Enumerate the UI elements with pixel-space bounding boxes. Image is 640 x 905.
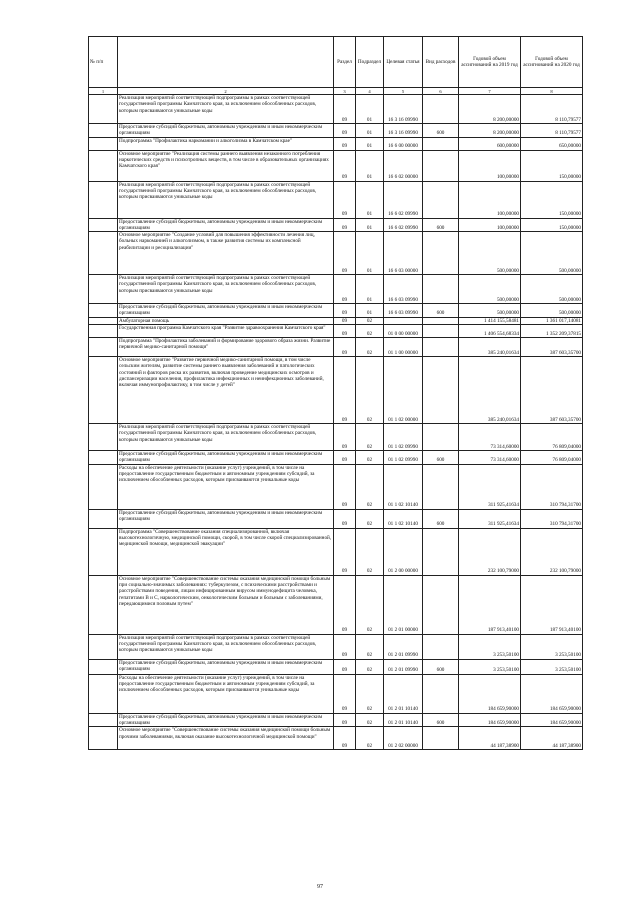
row-podrazdel: 01 <box>356 137 384 150</box>
row-razdel: 09 <box>334 357 356 424</box>
row-podrazdel: 02 <box>356 727 384 750</box>
row-vr <box>423 357 459 424</box>
row-number <box>89 451 118 465</box>
row-amount-2020: 500,00000 <box>521 304 583 318</box>
col-number: 8 <box>521 88 583 95</box>
row-razdel: 09 <box>334 451 356 465</box>
row-csr: 01 1 00 00000 <box>384 338 423 357</box>
row-vr: 600 <box>423 659 459 674</box>
table-row <box>89 317 583 324</box>
col-number: 3 <box>334 88 356 95</box>
row-number <box>89 150 118 181</box>
row-podrazdel: 02 <box>356 424 384 451</box>
table-row <box>89 713 583 727</box>
row-razdel: 09 <box>334 218 356 232</box>
row-number <box>89 137 118 150</box>
col-number: 4 <box>356 88 384 95</box>
row-vr: 600 <box>423 713 459 727</box>
row-name: Предоставление субсидий бюджетным, автономным учреждениям и иным некоммерческим организациям <box>118 659 334 674</box>
row-vr <box>423 634 459 659</box>
row-vr <box>423 575 459 634</box>
row-csr: 01 2 01 10140 <box>384 674 423 713</box>
row-vr: 600 <box>423 218 459 232</box>
row-amount-2020: 310 794,31700 <box>521 509 583 528</box>
row-amount-2019: 500,00000 <box>459 232 521 275</box>
header-csr: Целевая статья <box>384 37 423 88</box>
row-number <box>89 727 118 750</box>
row-razdel: 09 <box>334 424 356 451</box>
row-name: Предоставление субсидий бюджетным, автономным учреждениям и иным некоммерческим организациям <box>118 124 334 138</box>
row-amount-2019: 500,00000 <box>459 304 521 318</box>
row-amount-2019: 184 659,90000 <box>459 674 521 713</box>
row-csr: 01 1 02 09990 <box>384 451 423 465</box>
row-amount-2019: 100,00000 <box>459 218 521 232</box>
table-row <box>89 509 583 528</box>
row-name: Основное мероприятие "Совершенствование системы оказания медицинской помощи больным прочими заболеваниями, включая оказание высокотехнологичной медицинской помощи" <box>118 727 334 750</box>
row-amount-2020: 76 809,04000 <box>521 424 583 451</box>
row-csr: 01 1 02 09990 <box>384 424 423 451</box>
row-vr <box>423 137 459 150</box>
row-podrazdel: 01 <box>356 150 384 181</box>
row-amount-2020: 187 913,40100 <box>521 575 583 634</box>
row-vr: 600 <box>423 451 459 465</box>
row-csr: 01 2 01 09990 <box>384 659 423 674</box>
row-name: Реализация мероприятий соответствующей подпрограммы в рамках соответствующей государственной программы Камчатского края, за исключением обособленных расходов, которым присваиваются уникальные коды <box>118 95 334 124</box>
row-podrazdel: 01 <box>356 275 384 304</box>
row-csr: 01 2 02 00000 <box>384 727 423 750</box>
header-name: Наименование <box>118 37 334 88</box>
row-name: Амбулаторная помощь <box>118 317 334 324</box>
header-number: № п/п <box>89 37 118 88</box>
row-amount-2019: 73 314,60000 <box>459 451 521 465</box>
table-row <box>89 727 583 750</box>
row-amount-2019: 3 253,50100 <box>459 634 521 659</box>
header-2019: Годовой объем ассигнований на 2019 год <box>459 37 521 88</box>
row-number <box>89 181 118 218</box>
row-razdel: 09 <box>334 575 356 634</box>
row-amount-2019: 73 314,60000 <box>459 424 521 451</box>
row-amount-2019: 1 414 155,58481 <box>459 317 521 324</box>
row-number <box>89 713 118 727</box>
row-amount-2019: 100,00000 <box>459 181 521 218</box>
row-amount-2020: 232 100,79000 <box>521 528 583 575</box>
row-razdel: 09 <box>334 528 356 575</box>
row-podrazdel: 02 <box>356 464 384 509</box>
row-csr: 01 2 01 00000 <box>384 575 423 634</box>
row-csr: 01 1 02 10140 <box>384 464 423 509</box>
row-vr <box>423 674 459 713</box>
row-razdel: 09 <box>334 325 356 338</box>
row-razdel: 09 <box>334 659 356 674</box>
row-number <box>89 509 118 528</box>
row-vr <box>423 95 459 124</box>
budget-table-container <box>88 36 582 750</box>
row-razdel: 09 <box>334 317 356 324</box>
row-name: Предоставление субсидий бюджетным, автономным учреждениям и иным некоммерческим организациям <box>118 218 334 232</box>
row-number <box>89 275 118 304</box>
row-csr: 16 6 00 00000 <box>384 137 423 150</box>
row-podrazdel: 02 <box>356 674 384 713</box>
row-razdel: 09 <box>334 137 356 150</box>
row-vr <box>423 275 459 304</box>
row-podrazdel: 02 <box>356 528 384 575</box>
row-amount-2020: 44 187,38900 <box>521 727 583 750</box>
row-csr: 16 6 02 09990 <box>384 181 423 218</box>
row-csr <box>384 317 423 324</box>
row-number <box>89 357 118 424</box>
row-podrazdel: 01 <box>356 304 384 318</box>
row-vr <box>423 424 459 451</box>
row-csr: 01 2 00 00000 <box>384 528 423 575</box>
row-amount-2020: 150,00000 <box>521 150 583 181</box>
row-vr <box>423 464 459 509</box>
table-row <box>89 232 583 275</box>
row-amount-2020: 1 361 017,14081 <box>521 317 583 324</box>
row-amount-2020: 500,00000 <box>521 232 583 275</box>
row-amount-2019: 232 100,79000 <box>459 528 521 575</box>
row-number <box>89 124 118 138</box>
row-name: Расходы на обеспечение деятельности (оказание услуг) учреждений, в том числе на предоставление государственным бюджетным и автономным учреждениям субсидий, за исключением обособленных расходов, которым присваиваются уникальные коды <box>118 674 334 713</box>
row-name: Предоставление субсидий бюджетным, автономным учреждениям и иным некоммерческим организациям <box>118 509 334 528</box>
row-name: Реализация мероприятий соответствующей подпрограммы в рамках соответствующей государственной программы Камчатского края, за исключением обособленных расходов, которым присваиваются уникальные коды <box>118 424 334 451</box>
row-podrazdel: 02 <box>356 451 384 465</box>
row-name: Предоставление субсидий бюджетным, автономным учреждениям и иным некоммерческим организациям <box>118 451 334 465</box>
table-header-row <box>89 37 583 88</box>
row-razdel: 09 <box>334 232 356 275</box>
row-csr: 01 1 02 00000 <box>384 357 423 424</box>
table-row <box>89 304 583 318</box>
row-csr: 16 6 02 00000 <box>384 150 423 181</box>
table-row <box>89 325 583 338</box>
row-podrazdel: 01 <box>356 232 384 275</box>
table-row <box>89 218 583 232</box>
row-podrazdel: 01 <box>356 181 384 218</box>
table-row <box>89 575 583 634</box>
row-amount-2020: 1 352 209,37815 <box>521 325 583 338</box>
row-amount-2020: 150,00000 <box>521 218 583 232</box>
row-amount-2020: 500,00000 <box>521 275 583 304</box>
row-razdel: 09 <box>334 727 356 750</box>
row-amount-2019: 385 240,01634 <box>459 338 521 357</box>
header-2020: Годовой объем ассигнований на 2020 год <box>521 37 583 88</box>
table-row <box>89 464 583 509</box>
header-razdel: Раздел <box>334 37 356 88</box>
row-number <box>89 424 118 451</box>
row-amount-2020: 650,00000 <box>521 137 583 150</box>
row-razdel: 09 <box>334 464 356 509</box>
row-razdel: 09 <box>334 150 356 181</box>
row-podrazdel: 01 <box>356 124 384 138</box>
row-number <box>89 317 118 324</box>
row-vr <box>423 528 459 575</box>
row-name: Основное мероприятие "Развитие первичной медико-санитарной помощи, в том числе сельским жителям, развитие системы раннего выявления заболеваний и патологических состояний и факторов риска их развития, включая проведение медицинских осмотров и диспансеризации населения, профилактика инфекционных и неинфекционных заболеваний, включая иммунопрофилактику, в том числе у детей" <box>118 357 334 424</box>
column-number-row <box>89 88 583 95</box>
row-amount-2019: 600,00000 <box>459 137 521 150</box>
row-name: Государственная программа Камчатского края "Развитие здравоохранения Камчатского края" <box>118 325 334 338</box>
row-podrazdel: 02 <box>356 634 384 659</box>
row-amount-2020: 310 794,31700 <box>521 464 583 509</box>
row-csr: 16 6 02 09990 <box>384 218 423 232</box>
row-name: Реализация мероприятий соответствующей подпрограммы в рамках соответствующей государственной программы Камчатского края, за исключением обособленных расходов, которым присваиваются уникальные коды <box>118 634 334 659</box>
page-number: 97 <box>317 884 323 890</box>
row-number <box>89 338 118 357</box>
row-csr: 01 2 01 09990 <box>384 634 423 659</box>
row-razdel: 09 <box>334 124 356 138</box>
table-row <box>89 95 583 124</box>
col-number: 6 <box>423 88 459 95</box>
row-amount-2019: 385 240,01634 <box>459 357 521 424</box>
row-podrazdel: 02 <box>356 659 384 674</box>
row-vr <box>423 232 459 275</box>
row-vr <box>423 317 459 324</box>
table-row <box>89 275 583 304</box>
row-amount-2019: 187 913,40100 <box>459 575 521 634</box>
table-row <box>89 528 583 575</box>
row-number <box>89 304 118 318</box>
table-row <box>89 357 583 424</box>
budget-table <box>88 36 583 750</box>
row-razdel: 09 <box>334 713 356 727</box>
row-podrazdel: 02 <box>356 713 384 727</box>
row-csr: 16 6 03 09990 <box>384 275 423 304</box>
row-razdel: 09 <box>334 674 356 713</box>
row-number <box>89 232 118 275</box>
row-podrazdel: 02 <box>356 509 384 528</box>
row-name: Реализация мероприятий соответствующей подпрограммы в рамках соответствующей государственной программы Камчатского края, за исключением обособленных расходов, которым присваиваются уникальные коды <box>118 275 334 304</box>
row-amount-2019: 311 925,41634 <box>459 509 521 528</box>
header-podrazdel: Подраздел <box>356 37 384 88</box>
row-amount-2019: 44 187,38900 <box>459 727 521 750</box>
row-vr <box>423 325 459 338</box>
row-razdel: 09 <box>334 509 356 528</box>
row-name: Подпрограмма "Профилактика заболеваний и формирование здорового образа жизни. Развитие первичной медико-санитарной помощи" <box>118 338 334 357</box>
row-number <box>89 528 118 575</box>
row-number <box>89 634 118 659</box>
row-name: Предоставление субсидий бюджетным, автономным учреждениям и иным некоммерческим организациям <box>118 713 334 727</box>
row-csr: 01 1 02 10140 <box>384 509 423 528</box>
row-number <box>89 674 118 713</box>
row-amount-2019: 3 253,50100 <box>459 659 521 674</box>
row-amount-2020: 387 603,35700 <box>521 357 583 424</box>
row-name: Реализация мероприятий соответствующей подпрограммы в рамках соответствующей государственной программы Камчатского края, за исключением обособленных расходов, которым присваиваются уникальные коды <box>118 181 334 218</box>
row-name: Основное мероприятие "Создание условий для повышения эффективности лечения лиц, больных наркоманией и алкоголизмом, в также развития системы их комплексной реабилитации и ресоциализации" <box>118 232 334 275</box>
row-amount-2020: 3 253,50100 <box>521 634 583 659</box>
row-amount-2020: 8 110,79577 <box>521 95 583 124</box>
row-amount-2019: 184 659,90000 <box>459 713 521 727</box>
row-amount-2020: 387 603,35700 <box>521 338 583 357</box>
row-razdel: 09 <box>334 304 356 318</box>
row-amount-2020: 76 809,04000 <box>521 451 583 465</box>
col-number: 2 <box>118 88 334 95</box>
row-csr: 01 0 00 00000 <box>384 325 423 338</box>
header-vr: Вид расходов <box>423 37 459 88</box>
table-row <box>89 124 583 138</box>
row-razdel: 09 <box>334 338 356 357</box>
row-number <box>89 464 118 509</box>
row-amount-2020: 8 110,79577 <box>521 124 583 138</box>
row-podrazdel: 01 <box>356 218 384 232</box>
table-row <box>89 634 583 659</box>
row-csr: 16 3 16 09990 <box>384 124 423 138</box>
row-amount-2020: 3 253,50100 <box>521 659 583 674</box>
row-csr: 01 2 01 10140 <box>384 713 423 727</box>
row-razdel: 09 <box>334 181 356 218</box>
col-number: 5 <box>384 88 423 95</box>
row-amount-2020: 184 659,90000 <box>521 674 583 713</box>
row-amount-2019: 8 200,00000 <box>459 95 521 124</box>
table-row <box>89 137 583 150</box>
row-razdel: 09 <box>334 275 356 304</box>
row-name: Основное мероприятие "Реализация системы раннего выявления незаконного потребления наркотических средств и психотропных веществ, в том числе в образовательных организациях Камчатского края" <box>118 150 334 181</box>
row-number <box>89 325 118 338</box>
row-vr <box>423 181 459 218</box>
row-amount-2019: 500,00000 <box>459 275 521 304</box>
row-csr: 16 6 03 09990 <box>384 304 423 318</box>
row-razdel: 09 <box>334 634 356 659</box>
row-number <box>89 95 118 124</box>
row-podrazdel: 02 <box>356 357 384 424</box>
row-vr <box>423 727 459 750</box>
row-csr: 16 6 03 00000 <box>384 232 423 275</box>
table-row <box>89 674 583 713</box>
row-name: Подпрограмма "Совершенствование оказания специализированной, включая высокотехнологичную, медицинской помощи, скорой, в том числе скорой специализированной, медицинской помощи, медицинской эвакуации" <box>118 528 334 575</box>
row-vr: 600 <box>423 304 459 318</box>
row-vr: 600 <box>423 509 459 528</box>
row-razdel: 09 <box>334 95 356 124</box>
row-podrazdel: 02 <box>356 575 384 634</box>
row-name: Подпрограмма "Профилактика наркомании и алкоголизма в Камчатском крае" <box>118 137 334 150</box>
row-name: Расходы на обеспечение деятельности (оказание услуг) учреждений, в том числе на предоставление государственным бюджетным и автономным учреждениям субсидий, за исключением обособленных расходов, которым присваиваются уникальные коды <box>118 464 334 509</box>
row-number <box>89 575 118 634</box>
table-row <box>89 451 583 465</box>
row-vr <box>423 338 459 357</box>
row-amount-2019: 100,00000 <box>459 150 521 181</box>
table-row <box>89 150 583 181</box>
row-amount-2020: 184 659,90000 <box>521 713 583 727</box>
table-row <box>89 659 583 674</box>
row-podrazdel: 02 <box>356 325 384 338</box>
row-number <box>89 218 118 232</box>
row-name: Предоставление субсидий бюджетным, автономным учреждениям и иным некоммерческим организациям <box>118 304 334 318</box>
col-number: 7 <box>459 88 521 95</box>
table-row <box>89 338 583 357</box>
row-vr <box>423 150 459 181</box>
row-name: Основное мероприятие "Совершенствование системы оказания медицинской помощи больным при социально-значимых заболеваниях: туберкулезом, с психическими расстройствами и расстройствами поведения, лицам инфицированным вирусом иммунодефицита человека, гепатитами В и С, наркологическим, онкологическим больным и больным с заболеваниями, передающимися половым путем" <box>118 575 334 634</box>
table-row <box>89 181 583 218</box>
row-amount-2019: 8 200,00000 <box>459 124 521 138</box>
row-csr: 16 3 16 09990 <box>384 95 423 124</box>
row-number <box>89 659 118 674</box>
row-amount-2020: 150,00000 <box>521 181 583 218</box>
row-vr: 600 <box>423 124 459 138</box>
row-podrazdel: 02 <box>356 338 384 357</box>
col-number: 1 <box>89 88 118 95</box>
row-amount-2019: 311 925,41634 <box>459 464 521 509</box>
row-podrazdel: 01 <box>356 95 384 124</box>
row-amount-2019: 1 406 554,68334 <box>459 325 521 338</box>
row-podrazdel: 02 <box>356 317 384 324</box>
table-row <box>89 424 583 451</box>
